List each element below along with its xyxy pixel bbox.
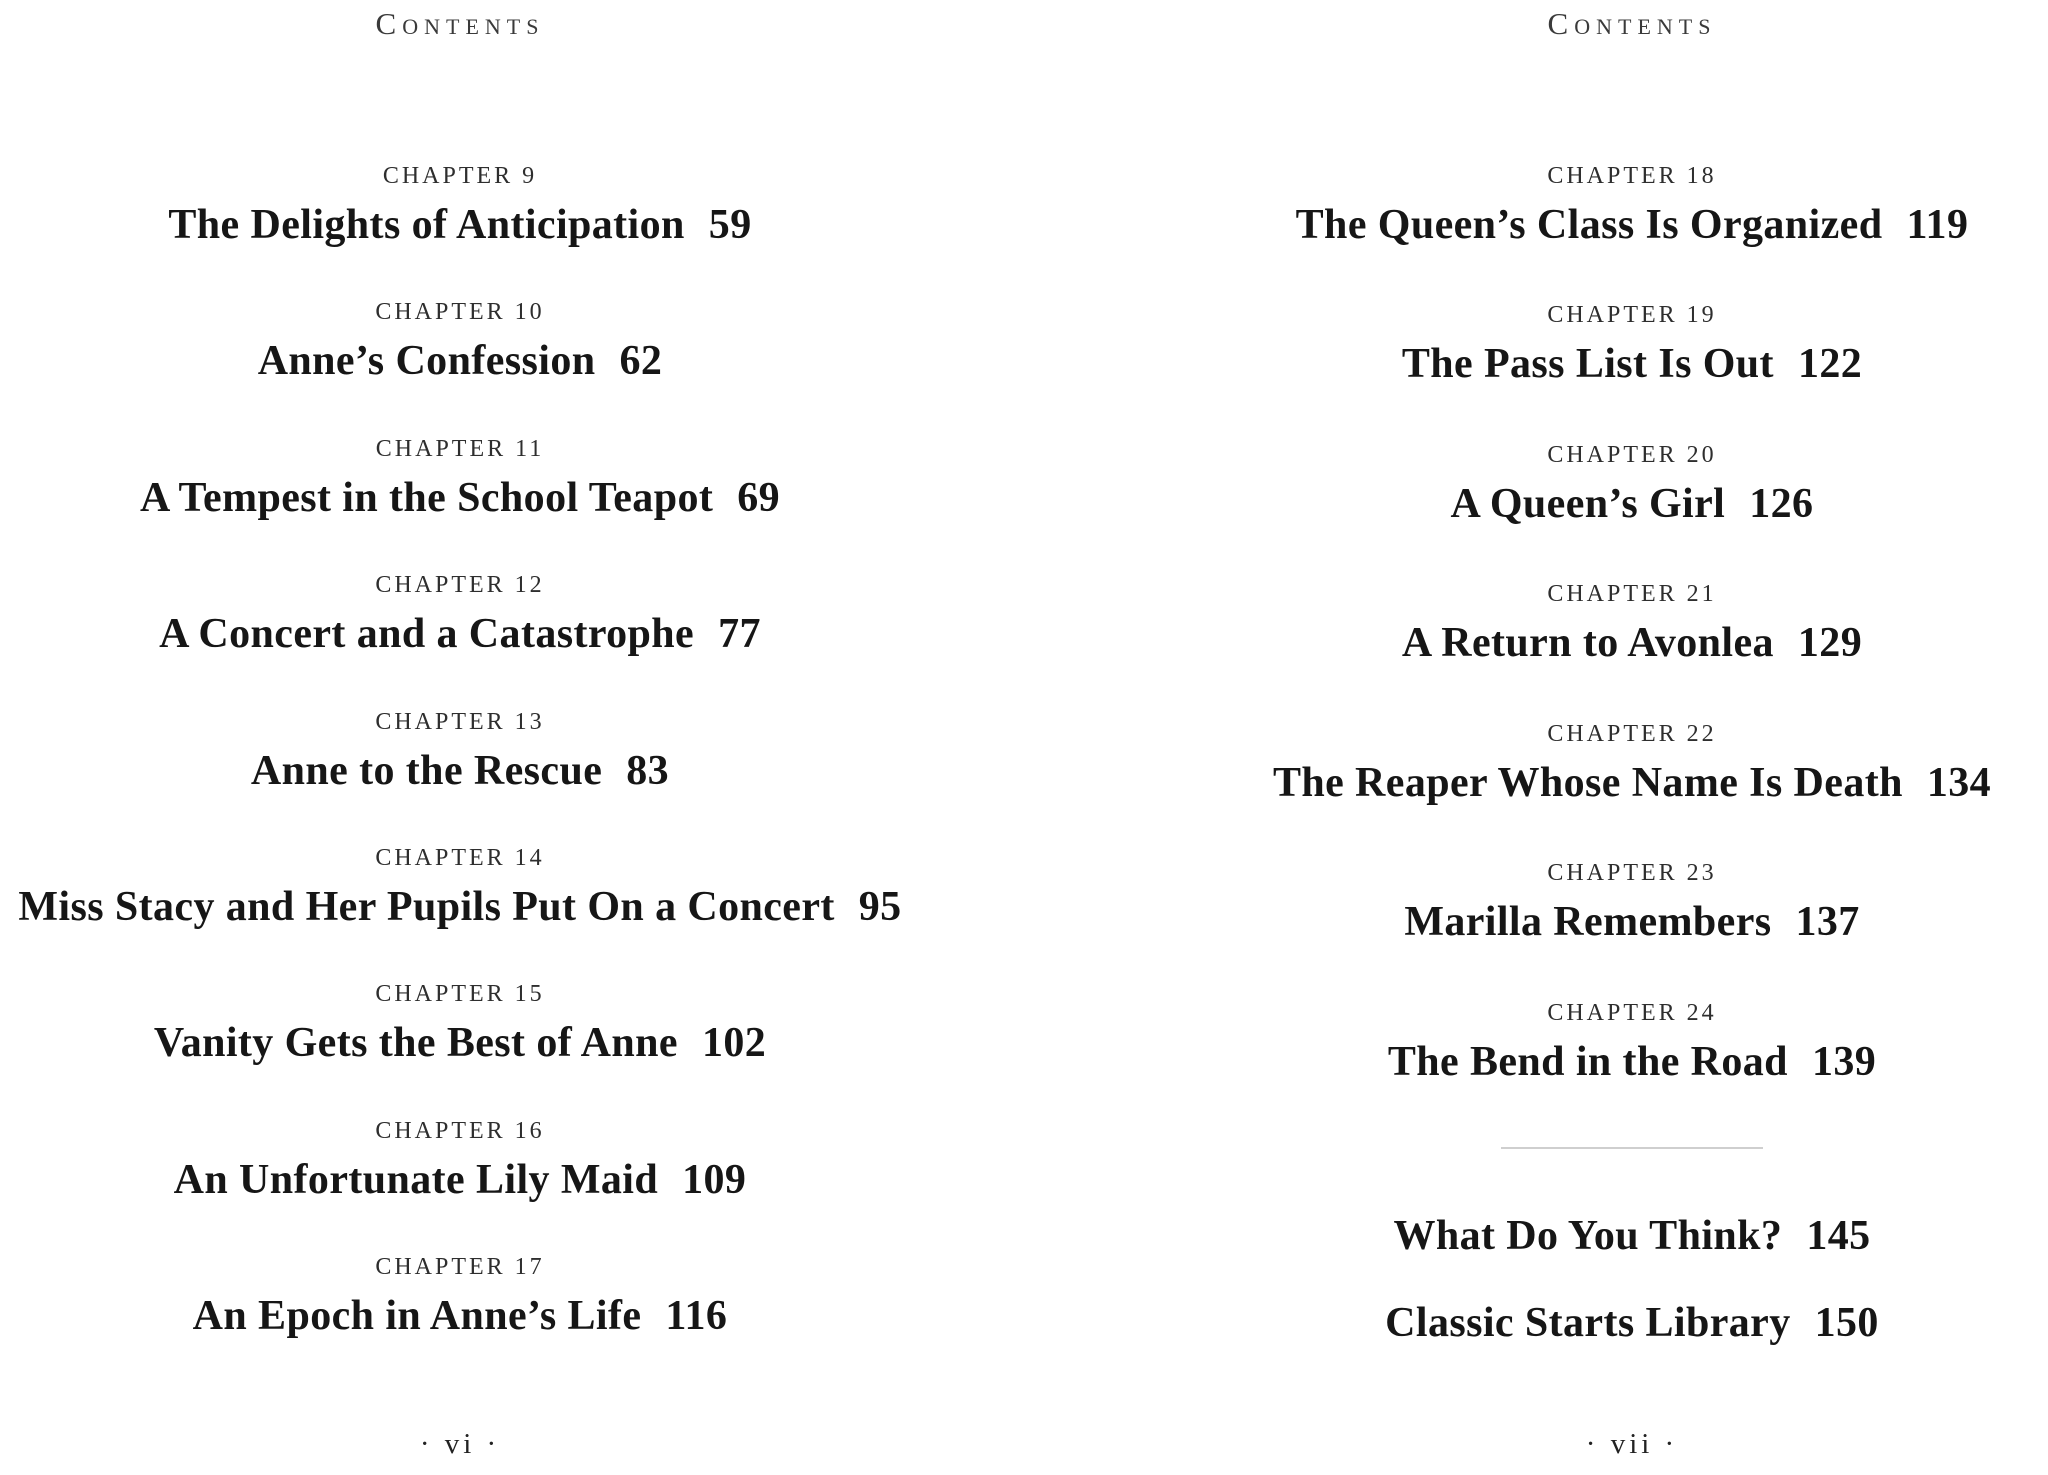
chapter-title: A Tempest in the School Teapot (139, 475, 714, 521)
chapter-title: The Delights of Anticipation (168, 202, 685, 248)
back-matter-title: Classic Starts Library (1385, 1300, 1791, 1346)
toc-entry (10, 981, 910, 1069)
toc-entry (1182, 163, 2048, 251)
chapter-title: An Epoch in Anne’s Life (192, 1293, 642, 1339)
toc-entry (10, 299, 910, 387)
contents-heading: Contents (375, 6, 545, 41)
page-number: 145 (1806, 1213, 1871, 1259)
page-number: 129 (1797, 620, 1863, 666)
page-number: 126 (1749, 481, 1814, 527)
chapter-label: CHAPTER 19 (1547, 302, 1717, 328)
chapter-title: Vanity Gets the Best of Anne (153, 1020, 678, 1066)
chapter-label: CHAPTER 10 (375, 299, 545, 325)
toc-entry (1182, 1000, 2048, 1088)
chapter-label: CHAPTER 12 (375, 572, 545, 598)
chapter-title-line (10, 608, 910, 660)
page-folio: · vi · (419, 1428, 501, 1460)
page-number: 150 (1814, 1300, 1879, 1346)
left-page (10, 0, 910, 1475)
toc-entry (10, 163, 910, 251)
page-folio: · vii · (1585, 1428, 1679, 1460)
toc-entry (1182, 721, 2048, 809)
chapter-title: The Pass List Is Out (1401, 341, 1774, 387)
chapter-label: CHAPTER 20 (1547, 442, 1717, 468)
contents-heading: Contents (1547, 6, 1717, 41)
section-divider (1501, 1147, 1763, 1149)
chapter-label: CHAPTER 14 (375, 845, 545, 871)
toc-entry (1182, 860, 2048, 948)
chapter-label: CHAPTER 23 (1547, 860, 1717, 886)
chapter-title: Miss Stacy and Her Pupils Put On a Concert (18, 884, 835, 930)
chapter-title-line (1182, 896, 2048, 948)
page-number: 59 (708, 202, 752, 248)
chapter-title-line (10, 881, 910, 933)
chapter-title-line (10, 472, 910, 524)
page-number: 116 (665, 1293, 728, 1339)
page-number: 95 (858, 884, 902, 930)
chapter-title-line (1182, 478, 2048, 530)
chapter-title-line (10, 1154, 910, 1206)
page-number: 69 (737, 475, 781, 521)
toc-entry (10, 1254, 910, 1342)
chapter-label: CHAPTER 9 (382, 163, 538, 189)
page-number: 119 (1906, 202, 1969, 248)
back-matter-title-prefix: What Do (1393, 1213, 1568, 1259)
chapter-label: CHAPTER 11 (375, 436, 545, 462)
toc-entry (1182, 581, 2048, 669)
chapter-title: The Reaper Whose Name Is Death (1272, 760, 1903, 806)
page-number: 109 (682, 1157, 747, 1203)
back-matter-entry (1182, 1210, 2048, 1262)
chapter-label: CHAPTER 13 (375, 709, 545, 735)
chapter-label: CHAPTER 17 (375, 1254, 545, 1280)
toc-entry (1182, 302, 2048, 390)
toc-entry (10, 572, 910, 660)
chapter-title: Marilla Remembers (1404, 899, 1772, 945)
page-number: 139 (1811, 1039, 1877, 1085)
chapter-title-line (10, 1290, 910, 1342)
chapter-title-line (10, 1017, 910, 1069)
page-number: 83 (626, 748, 670, 794)
chapter-title: Anne’s Confession (257, 338, 596, 384)
chapter-title: An Unfortunate Lily Maid (173, 1157, 659, 1203)
chapter-title: A Return to Avonlea (1401, 620, 1774, 666)
chapter-title-line (1182, 338, 2048, 390)
page-number: 62 (619, 338, 663, 384)
toc-entry (10, 1118, 910, 1206)
page-number: 137 (1795, 899, 1860, 945)
chapter-title: A Queen’s Girl (1450, 481, 1726, 527)
back-matter-title-italic: You (1567, 1213, 1640, 1259)
chapter-label: CHAPTER 22 (1547, 721, 1717, 747)
back-matter-title-suffix: Think? (1639, 1213, 1783, 1259)
toc-entry (10, 436, 910, 524)
back-matter-entry (1182, 1297, 2048, 1349)
chapter-title-line (10, 335, 910, 387)
page-number: 122 (1797, 341, 1863, 387)
chapter-title-line (10, 745, 910, 797)
chapter-title-line (1182, 1036, 2048, 1088)
chapter-title-line (1182, 199, 2048, 251)
page-number: 134 (1926, 760, 1992, 806)
chapter-title: The Bend in the Road (1387, 1039, 1788, 1085)
page-number: 77 (718, 611, 761, 657)
toc-entry (10, 709, 910, 797)
page-number: 102 (701, 1020, 767, 1066)
chapter-title-line (1182, 757, 2048, 809)
chapter-label: CHAPTER 18 (1547, 163, 1717, 189)
chapter-label: CHAPTER 15 (375, 981, 545, 1007)
chapter-title-line (10, 199, 910, 251)
chapter-label: CHAPTER 24 (1547, 1000, 1717, 1026)
chapter-title-line (1182, 617, 2048, 669)
chapter-title: A Concert and a Catastrophe (159, 611, 695, 657)
toc-entry (1182, 442, 2048, 530)
right-page (1182, 0, 2048, 1475)
chapter-title: Anne to the Rescue (250, 748, 603, 794)
chapter-label: CHAPTER 16 (375, 1118, 545, 1144)
chapter-label: CHAPTER 21 (1547, 581, 1717, 607)
toc-entry (10, 845, 910, 933)
chapter-title: The Queen’s Class Is Organized (1295, 202, 1883, 248)
